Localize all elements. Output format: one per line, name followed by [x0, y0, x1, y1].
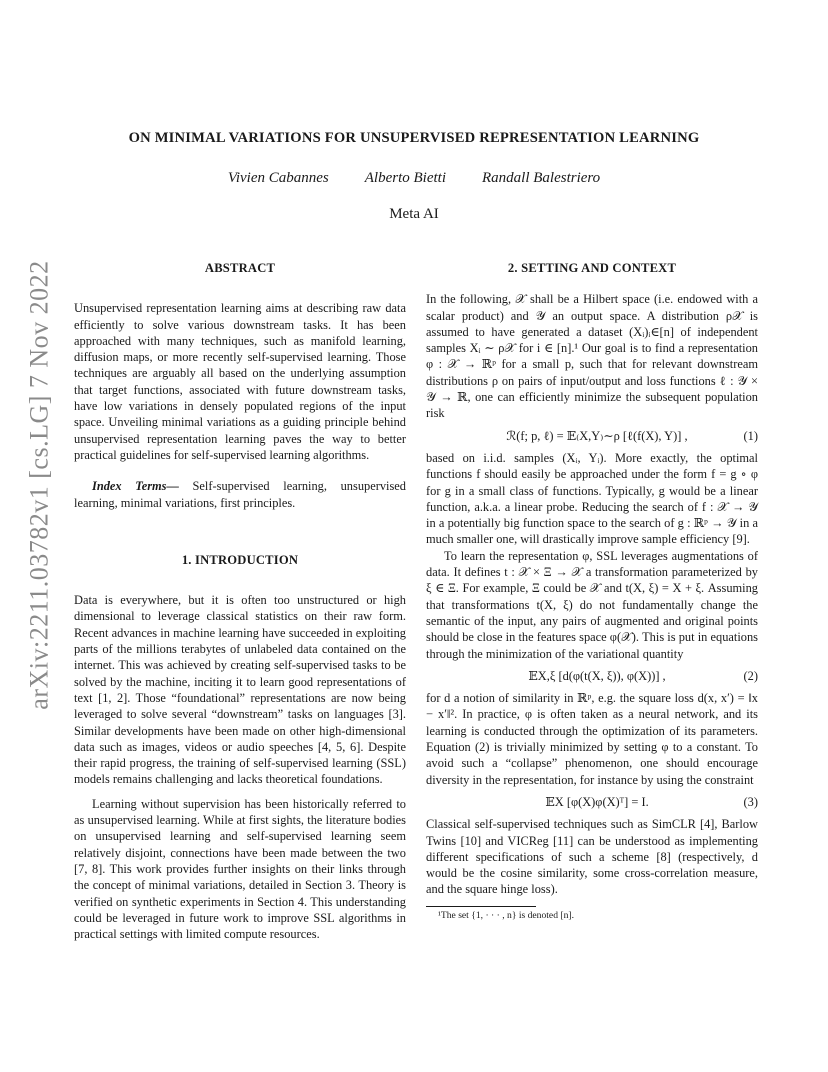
index-terms-text: Self-supervised learning, unsupervised learning, minimal variations, first principles.	[74, 479, 406, 510]
setting-paragraph-1: In the following, 𝒳 shall be a Hilbert space (i.e. endowed with a scalar product) and 𝒴 an output space. A distribution ρ𝒳 is assumed to have generated a dataset (Xᵢ)ᵢ∈[n] of independent samples Xᵢ ∼ ρ𝒳 for i ∈ [n].¹ Our goal is to find a representation φ : 𝒳 → ℝᵖ for a small p, such that for relevant downstream distributions ρ on pairs of input/output and loss functions ℓ : 𝒴 × 𝒴 → ℝ, one can efficiently minimize the subsequent population risk	[426, 292, 758, 421]
left-column	[74, 260, 406, 942]
equation-3	[426, 794, 758, 810]
equation-1	[426, 428, 758, 444]
index-terms-label: Index Terms—	[92, 479, 179, 494]
affiliation: Meta AI	[389, 206, 439, 222]
introduction-paragraph-1: Data is everywhere, but it is often too unstructured or high dimensional to leverage classical statistics on their raw form. Recent advances in machine learning have succeeded in exploiting parts of the millions terabytes of unlabeled data contained on the internet. This was achieved by creating self-supervised tasks to be solved by the machine, inciting it to learn good representations of text [1, 2]. Those “foundational” representations are now being leveraged to solve several “downstream” tasks on languages [3]. Similar developments have been made on other high-dimensional data such as images, videos or audio speeches [4, 5, 6]. Despite their rapid progress, the training of self-supervised learning (SSL) models remains challenging and lacks theoretical foundations.	[74, 593, 406, 787]
equation-2-number: (2)	[743, 668, 758, 683]
equation-2	[426, 668, 758, 684]
setting-paragraph-4: for d a notion of similarity in ℝᵖ, e.g. the square loss d(x, x′) = ‖x − x′‖². In practice, φ is often taken as a neural network, and its learning is conducted through the optimization of its parameters. Equation (2) is trivially minimized by setting φ to a constant. To avoid such a “collapse” phenomenon, one should encourage diversity in the representation, for instance by using the constraint	[426, 691, 758, 787]
setting-heading: 2. SETTING AND CONTEXT	[507, 261, 677, 275]
index-terms	[74, 478, 406, 511]
setting-paragraph-2: based on i.i.d. samples (Xᵢ, Yᵢ). More exactly, the optimal functions f should easily be approached under the form f = g ∘ φ for g in a small class of functions. Typically, g would be a linear function, a.k.a. a linear probe. Reducing the search of f : 𝒳 → 𝒴 in a potentially big function space to the search of g : ℝᵖ → 𝒴 in a much smaller one, will drastically improve sample efficiency [9].	[426, 450, 758, 547]
abstract-text: Unsupervised representation learning aims at describing raw data efficiently to solve various downstream tasks. It has been approached with many techniques, such as manifold learning, diffusion maps, or more recently self-supervised learning. Those techniques are arguably all based on the underlying assumption that target functions, associated with future downstream tasks, have low variations in densely populated regions of the input space. Unveiling minimal variations as a guiding principle behind unsupervised representation learning paves the way to better practical guidelines for self-supervised learning algorithms.	[74, 301, 406, 462]
arxiv-identifier-text: arXiv:2211.03782v1 [cs.LG] 7 Nov 2022	[25, 260, 54, 710]
introduction-paragraph-2: Learning without supervision has been historically referred to as unsupervised learning. While at first sights, the literature bodies on unsupervised learning and self-supervised learning seem relatively disjoint, connections have been made between the two [7, 8]. This work provides further insights on their links through the concept of minimal variations, detailed in Section 3. Theory is verified on synthetic experiments in Section 4. This understanding could be leveraged in future work to improve SSL algorithms in practical settings with limited compute resources.	[74, 796, 406, 942]
author-name: Alberto Bietti	[364, 170, 446, 186]
equation-2-body: 𝔼X,ξ [d(φ(t(X, ξ)), φ(X))] ,	[528, 668, 666, 683]
setting-paragraph-5: Classical self-supervised techniques such as SimCLR [4], Barlow Twins [10] and VICReg [11] can be understood as implementing different specifications of such a scheme [8] (respectively, d would be the cosine similarity, some cross-correlation measure, and the square hinge loss).	[426, 817, 758, 897]
footnote-rule	[426, 906, 536, 907]
arxiv-identifier-stamp	[18, 260, 62, 710]
abstract-heading: ABSTRACT	[204, 261, 276, 275]
author-name: Vivien Cabannes	[227, 170, 329, 186]
author-name: Randall Balestriero	[482, 170, 601, 186]
footnote-1: ¹The set {1, · · · , n} is denoted [n].	[438, 909, 574, 921]
equation-3-body: 𝔼X [φ(X)φ(X)ᵀ] = I.	[545, 794, 649, 809]
right-column	[426, 260, 758, 922]
paper-title: ON MINIMAL VARIATIONS FOR UNSUPERVISED REPRESENTATION LEARNING	[128, 130, 700, 146]
introduction-heading: 1. INTRODUCTION	[181, 552, 299, 567]
equation-3-number: (3)	[743, 794, 758, 809]
author-list	[0, 170, 828, 187]
equation-1-number: (1)	[743, 428, 758, 443]
setting-paragraph-3: To learn the representation φ, SSL leverages augmentations of data. It defines t : 𝒳 × Ξ → 𝒳 a transformation parameterized by ξ ∈ Ξ. For example, Ξ could be 𝒳 and t(X, ξ) = X + ξ. Assuming that transformations t(X, ξ) do not fundamentally change the semantic of the input, any pairs of augmented and original points should be close in the features space φ(𝒳). This is put in equations through the minimization of the variational quantity	[426, 548, 758, 661]
equation-1-body: ℛ(f; p, ℓ) = 𝔼₍X,Y₎∼ρ [ℓ(f(X), Y)] ,	[506, 428, 688, 443]
